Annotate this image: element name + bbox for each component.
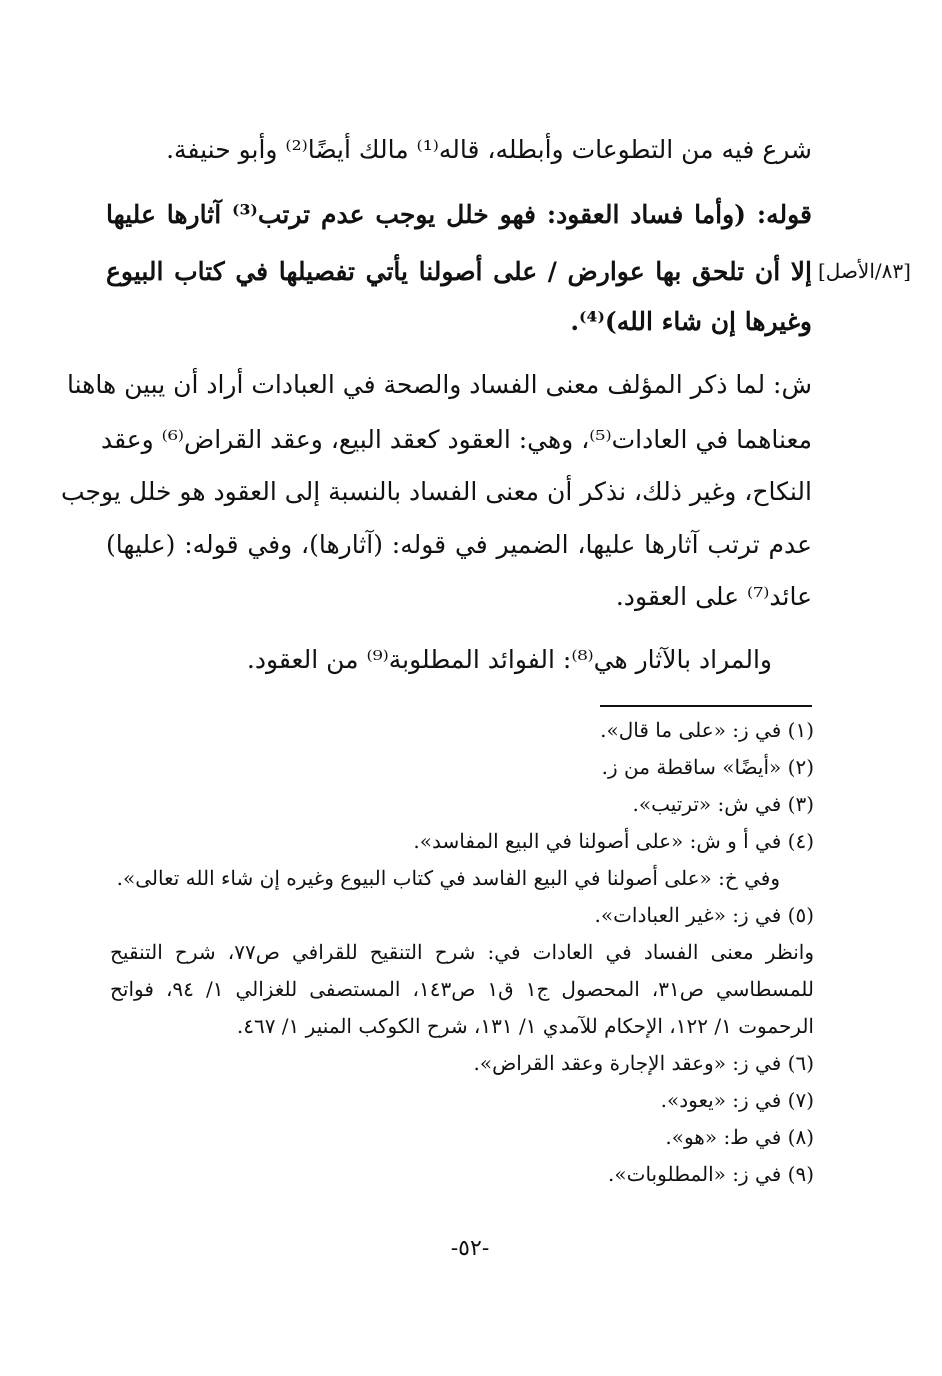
footnote-5-continued-1: وانظر معنى الفساد في العادات في: شرح التنقيح للقرافي ص٧٧، شرح التنقيح — [110, 940, 815, 964]
margin-marker: [٨٣/الأصل] — [818, 259, 911, 283]
footnote-4: (٤) في أ و ش: «على أصولنا في البيع المفاسد». — [413, 829, 814, 853]
footnote-4-continued: وفي خ: «على أصولنا في البيع الفاسد في كتاب البيوع وغيره إن شاء الله تعالى». — [116, 866, 780, 890]
page-number: -٥٢- — [450, 1236, 490, 1261]
paragraph-line-7: والمراد بالآثار هي⁽⁸⁾: الفوائد المطلوبة⁽⁹⁾ من العقود. — [246, 645, 772, 674]
footnote-2: (٢) «أيضًا» ساقطة من ز. — [601, 755, 814, 779]
paragraph-line-5: عدم ترتب آثارها عليها، الضمير في قوله: (آثارها)، وفي قوله: (عليها) — [106, 530, 812, 559]
paragraph-line-3: معناهما في العادات⁽⁵⁾، وهي: العقود كعقد البيع، وعقد القراض⁽⁶⁾ وعقد — [100, 425, 812, 454]
quote-line-1: قوله: (وأما فساد العقود: فهو خلل يوجب عدم ترتب⁽³⁾ آثارها عليها — [106, 200, 812, 229]
footnote-separator — [600, 705, 812, 707]
quote-line-3: وغيرها إن شاء الله)⁽⁴⁾. — [570, 307, 812, 336]
footnote-6: (٦) في ز: «وعقد الإجارة وعقد القراض». — [473, 1051, 814, 1075]
paragraph-line-4: النكاح، وغير ذلك، نذكر أن معنى الفساد بالنسبة إلى العقود هو خلل يوجب — [61, 477, 812, 506]
footnote-3: (٣) في ش: «ترتيب». — [632, 792, 814, 816]
footnote-1: (١) في ز: «على ما قال». — [600, 718, 814, 742]
footnote-5-continued-3: الرحموت ١/ ١٢٢، الإحكام للآمدي ١/ ١٣١، شرح الكوكب المنير ١/ ٤٦٧. — [236, 1014, 814, 1038]
footnote-7: (٧) في ز: «يعود». — [660, 1088, 814, 1112]
paragraph-line-6: عائد⁽⁷⁾ على العقود. — [615, 582, 812, 611]
footnote-5-continued-2: للمسطاسي ص٣١، المحصول ج١ ق١ ص١٤٣، المستصفى للغزالي ١/ ٩٤، فواتح — [110, 977, 814, 1001]
footnote-5: (٥) في ز: «غير العبادات». — [594, 903, 814, 927]
footnote-8: (٨) في ط: «هو». — [665, 1125, 814, 1149]
paragraph-line-2: ش: لما ذكر المؤلف معنى الفساد والصحة في العبادات أراد أن يبين هاهنا — [66, 370, 812, 399]
paragraph-line-1: شرع فيه من التطوعات وأبطله، قاله⁽¹⁾ مالك أيضًا⁽²⁾ وأبو حنيفة. — [166, 135, 812, 164]
quote-line-2: إلا أن تلحق بها عوارض / على أصولنا يأتي تفصيلها في كتاب البيوع — [106, 257, 812, 286]
footnote-9: (٩) في ز: «المطلوبات». — [608, 1162, 814, 1186]
